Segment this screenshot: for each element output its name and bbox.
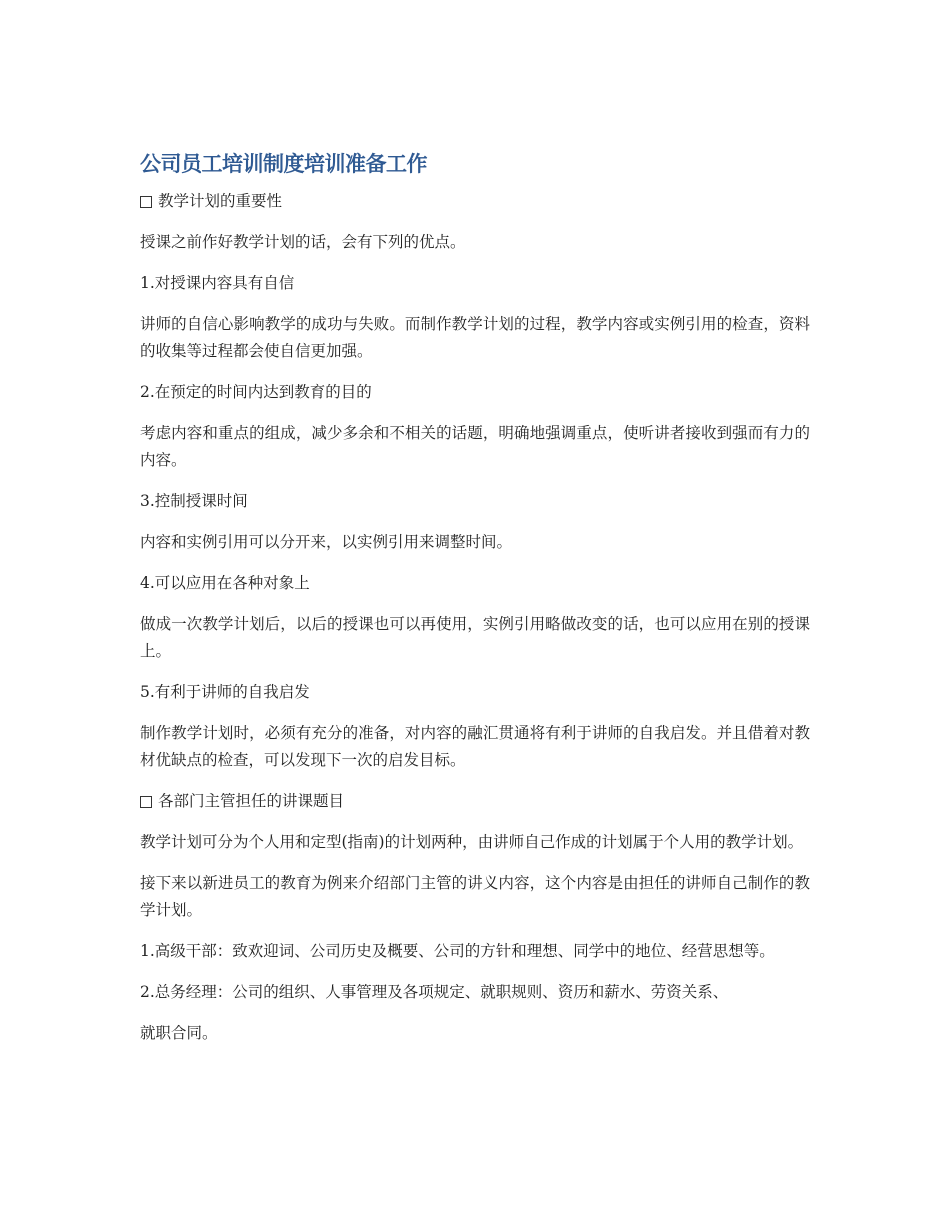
paragraph: 做成一次教学计划后，以后的授课也可以再使用，实例引用略做改变的话，也可以应用在别的授课上。	[140, 615, 810, 660]
paragraph: 讲师的自信心影响教学的成功与失败。而制作教学计划的过程，教学内容或实例引用的检查，资料的收集等过程都会使自信更加强。	[140, 315, 810, 360]
checkbox-icon	[140, 796, 152, 808]
paragraph: 2.在预定的时间内达到教育的目的	[140, 383, 372, 401]
paragraph: 2.总务经理：公司的组织、人事管理及各项规定、就职规则、资历和薪水、劳资关系、	[140, 983, 729, 1001]
paragraph: 1.对授课内容具有自信	[140, 274, 295, 292]
document-page	[140, 148, 810, 1061]
section-heading-text: 各部门主管担任的讲课题目	[158, 792, 345, 810]
paragraph: 接下来以新进员工的教育为例来介绍部门主管的讲义内容，这个内容是由担任的讲师自己制作的教学计划。	[140, 874, 810, 919]
paragraph: 制作教学计划时，必须有充分的准备，对内容的融汇贯通将有利于讲师的自我启发。并且借着对教材优缺点的检查，可以发现下一次的启发目标。	[140, 724, 810, 769]
paragraph: 授课之前作好教学计划的话，会有下列的优点。	[140, 233, 466, 251]
document-title: 公司员工培训制度培训准备工作	[140, 152, 427, 176]
paragraph: 4.可以应用在各种对象上	[140, 574, 310, 592]
paragraph: 内容和实例引用可以分开来，以实例引用来调整时间。	[140, 533, 513, 551]
checkbox-icon	[140, 196, 152, 208]
paragraph: 考虑内容和重点的组成，减少多余和不相关的话题，明确地强调重点，使听讲者接收到强而有力的内容。	[140, 424, 810, 469]
paragraph: 教学计划可分为个人用和定型(指南)的计划两种，由讲师自己作成的计划属于个人用的教学计划。	[140, 833, 804, 851]
paragraph: 5.有利于讲师的自我启发	[140, 683, 310, 701]
section-heading	[140, 188, 810, 215]
document-body	[140, 188, 810, 1047]
paragraph: 1.高级干部：致欢迎词、公司历史及概要、公司的方针和理想、同学中的地位、经营思想等。	[140, 942, 775, 960]
paragraph: 3.控制授课时间	[140, 492, 248, 510]
section-heading-text: 教学计划的重要性	[158, 192, 283, 210]
paragraph: 就职合同。	[140, 1024, 218, 1042]
section-heading	[140, 788, 810, 815]
